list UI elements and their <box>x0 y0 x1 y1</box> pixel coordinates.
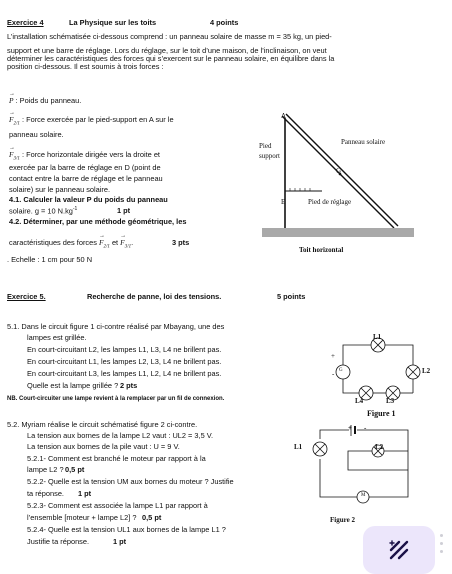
force-p-item: → P : Poids du panneau. <box>9 91 82 105</box>
q524-points: 1 pt <box>113 537 127 546</box>
fig2-plus-label: + <box>348 424 352 432</box>
horizontal-roof <box>262 228 414 237</box>
fig2-minus-label: - <box>364 424 367 432</box>
ex5-points: 5 points <box>277 292 306 301</box>
ex4-intro-line-2: support et une barre de réglage. Lors du réglage, sur le toit d’une maison, de l’inclinaison, on veut <box>7 46 327 55</box>
q523-points: 0,5 pt <box>142 513 162 522</box>
q521-line-1: 5.2.1- Comment est branché le moteur par rapport à la <box>27 454 206 463</box>
fig2-l2-label: L2 <box>375 443 384 451</box>
q42-line-1: 4.2. Déterminer, par une méthode géométrique, les <box>9 217 187 226</box>
force-f31-line-3: contact entre la barre de réglage et le panneau <box>9 174 163 183</box>
fig1-plus-label: + <box>331 352 335 360</box>
ex4-intro-line-3: déterminer les caractéristiques des forces qui s’exercent sur le panneau solaire, en équilibre dans la <box>7 54 335 63</box>
figure-2-circuit <box>308 425 428 505</box>
q523-line-2: l’ensemble [moteur + lampe L2] ? <box>27 513 137 522</box>
q52-line-2: La tension aux bornes de la lampe L2 vaut : UL2 = 3,5 V. <box>27 431 214 440</box>
fig2-m-label: M <box>361 493 366 498</box>
label-panneau-solaire: Panneau solaire <box>341 138 386 146</box>
q522-points: 1 pt <box>78 489 92 498</box>
q41-line-2: solaire. g = 10 $N.kg^{-1}$ <box>9 206 78 216</box>
label-pied: Pied <box>259 142 272 150</box>
force-f31-line-2: exercée par la barre de réglage en D (point de <box>9 163 161 172</box>
ex4-intro-line-4: position ci-dessous. Il est soumis à trois forces : <box>7 62 164 71</box>
ex4-points: 4 points <box>210 18 239 27</box>
fig1-g-label: G <box>339 368 343 373</box>
ex5-title: Exercice 5. <box>7 292 46 301</box>
q51-line-1: 5.1. Dans le circuit figure 1 ci-contre réalisé par Mbayang, une des <box>7 322 225 331</box>
label-e: E <box>281 198 286 206</box>
fig1-l3-label: L3 <box>386 397 395 405</box>
fig1-l4-label: L4 <box>355 397 364 405</box>
q51-points: 2 pts <box>120 381 138 390</box>
nb-note: NB. Court-circuiter une lampe revient à la remplacer par un fil de connexion. <box>7 396 225 402</box>
vector-f31-symbol: → $F_{3/1}$ <box>9 145 20 162</box>
force-f21-item: → $F_{2/1}$ : Force exercée par le pied-support en A sur le <box>9 110 174 127</box>
q51-line-2: lampes est grillée. <box>27 333 87 342</box>
q521-line-2: lampe L2 ? <box>27 465 64 474</box>
ex5-subject: Recherche de panne, loi des tensions. <box>87 292 222 301</box>
label-g: G <box>336 167 342 175</box>
label-toit-horizontal: Toit horizontal <box>299 246 344 254</box>
ex4-intro-line-1: L’installation schématisée ci-dessous comprend : un panneau solaire de masse m = 35 kg, un pied- <box>7 32 332 41</box>
q41-line-1: 4.1. Calculer la valeur P du poids du panneau <box>9 195 168 204</box>
vector-f21-symbol: → $F_{2/1}$ <box>9 110 20 127</box>
figure-2-wires <box>320 430 408 497</box>
q51-question: Quelle est la lampe grillée ? <box>27 381 119 390</box>
q42-points: 3 pts <box>172 238 190 247</box>
floating-edit-button[interactable] <box>363 526 435 574</box>
fig1-l1-label: L1 <box>373 333 382 341</box>
ex4-title: Exercice 4 <box>7 18 44 27</box>
q51-line-3: En court-circuitant L2, les lampes L1, L3, L4 ne brillent pas. <box>27 345 222 354</box>
force-f31-item: → $F_{3/1}$ : Force horizontale dirigée vers la droite et <box>9 145 160 162</box>
q52-line-3: La tension aux bornes de la pile vaut : U = 9 V. <box>27 442 180 451</box>
edit-sparkle-icon <box>386 537 412 563</box>
label-support: support <box>259 152 280 160</box>
force-f21-item-cont: panneau solaire. <box>9 130 64 139</box>
q521-points: 0,5 pt <box>65 465 85 474</box>
figure-1-caption: Figure 1 <box>367 409 396 418</box>
q523-line-1: 5.2.3- Comment est associée la lampe L1 par rapport à <box>27 501 208 510</box>
q524-line-1: 5.2.4- Quelle est la tension UL1 aux bornes de la lampe L1 ? <box>27 525 226 534</box>
q524-line-2: Justifie ta réponse. <box>27 537 90 546</box>
q51-line-4: En court-circuitant L1, les lampes L2, L3, L4 ne brillent pas. <box>27 357 222 366</box>
fig1-minus-label: - <box>332 370 335 378</box>
q51-line-5: En court-circuitant L3, les lampes L1, L2, L4 ne brillent pas. <box>27 369 222 378</box>
fig1-l2-label: L2 <box>422 367 431 375</box>
label-pied-de-reglage: Pied de réglage <box>308 198 352 206</box>
lamp-l2-symbol <box>406 365 420 379</box>
echelle: . Echelle : 1 cm pour 50 N <box>7 255 93 264</box>
q52-line-1: 5.2. Myriam réalise le circuit schématisé figure 2 ci-contre. <box>7 420 198 429</box>
lamp-l1-symbol <box>313 442 327 456</box>
label-a: A <box>281 112 287 120</box>
solar-panel-diagram <box>232 96 432 256</box>
q41-points: 1 pt <box>117 206 131 215</box>
fig2-l1-label: L1 <box>294 443 303 451</box>
q42-line-2: caractéristiques des forces → $F_{2/1}$ et → $F_{3/1}$. <box>9 233 134 250</box>
figure-2-caption: Figure 2 <box>330 516 355 524</box>
force-f31-line-4: solaire) sur le panneau solaire. <box>9 185 111 194</box>
vector-p-symbol: → P <box>9 91 15 105</box>
q522-line-1: 5.2.2- Quelle est la tension UM aux bornes du moteur ? Justifie <box>27 477 234 486</box>
ex4-subject: La Physique sur les toits <box>69 18 157 27</box>
side-grip-handle[interactable] <box>440 532 450 562</box>
q522-line-2: ta réponse. <box>27 489 64 498</box>
